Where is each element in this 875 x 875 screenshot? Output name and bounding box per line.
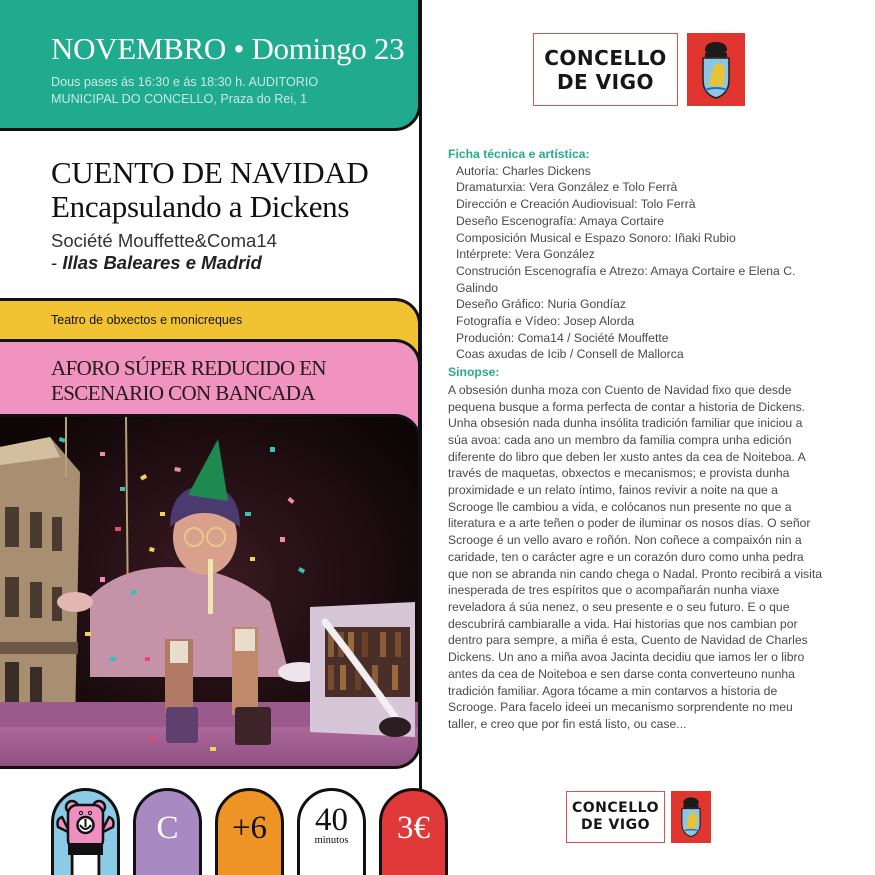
credit-item: Autoría: Charles Dickens <box>456 163 591 178</box>
credit-item: Produción: Coma14 / Société Mouffette <box>456 330 669 345</box>
credits-section <box>448 146 828 733</box>
badge-duration <box>297 788 366 875</box>
credit-item: Construción Escenografía e Atrezo: Amaya Cortaire e Elena C. Galindo <box>456 263 796 295</box>
company-origin <box>51 252 411 274</box>
synopsis-text: A obsesión dunha moza con Cuento de Navidad fixo que desde pequena busque a forma perfecta de contar a historia de Dickens. Unha obsesión nada dunha insólita tradición familiar que iniciou a súa avoa: cada ano un membro da familia compra unha edición diferente do libro que deben ler xusto antes da cea de Noiteboa. A través de maquetas, obxectos e mecanismos; e provista dunha proximidade e un relato íntimo, fainos revivir a noite na que a Scrooge lle cambiou a vida, e colócanos nun presente no que a literatura e a arte teñen o poder de iluminar os nosos días. O señor Scrooge é un vello avaro e roñón. Non coñece a compaixón nin a caridade, ten o carácter agre e un corazón duro como unha pedra que non se abranda nin cando chega o Nadal. Pronto recibirá a visita inesperada de tres espíritos que o acompañarán nunha viaxe reveladora á súa nenez, o seu presente e o seu futuro. E o que descubrirá cambiaralle a vida. Hai historias que nos cambian por dentro para sempre, a miña é esta, Cuento de Navidad de Charles Dickens. Un ano a miña avoa Jacinta decidiu que iamos ler o libro antes da cea de Noiteboa e sen darse conta converteuno nunha tradición familiar. Agora tócame a min contarvos a historia de Scrooge. Para facelo ideei un mecanismo sorprendente no meu taller, e creo que por fin está listo, ou case... <box>448 382 822 731</box>
show-title: CUENTO DE NAVIDAD <box>51 155 369 190</box>
badge-rating-value: C <box>156 810 179 846</box>
show-photo <box>0 414 421 769</box>
credit-item: Dramaturxia: Vera González e Tolo Ferrà <box>456 180 678 195</box>
credit-item: Intérprete: Vera González <box>456 247 595 262</box>
credit-item: Dirección e Creación Audiovisual: Tolo Ferrà <box>456 197 696 212</box>
credits-label: Ficha técnica e artística: <box>448 147 590 161</box>
show-subtitle: Encapsulando a Dickens <box>51 189 350 224</box>
logo-line1: CONCELLO <box>572 800 659 816</box>
synopsis-label: Sinopse: <box>448 365 500 380</box>
origin-region: Illas Baleares e Madrid <box>62 252 262 273</box>
badge-age <box>215 788 284 875</box>
badge-duration-value: 40 <box>315 802 348 838</box>
credit-item: Coas axudas de Icib / Consell de Mallorca <box>456 347 684 362</box>
capacity-notice: AFORO SÚPER REDUCIDO EN ESCENARIO CON BANCADA <box>51 356 326 405</box>
badge-duration-unit: minutos <box>314 835 349 846</box>
origin-prefix: - <box>51 252 63 273</box>
concello-de-vigo-logo-bottom <box>566 791 711 843</box>
badge-price-value: 3€ <box>397 810 430 846</box>
vigo-coat-of-arms-icon <box>687 33 745 106</box>
event-date: NOVEMBRO • Domingo 23 <box>51 31 405 66</box>
credit-item: Fotografía e Vídeo: Josep Alorda <box>456 314 635 329</box>
logo-wordmark <box>566 791 665 843</box>
logo-line2: DE VIGO <box>556 69 655 94</box>
logo-line1: CONCELLO <box>544 45 667 70</box>
stage-photo-illustration <box>0 417 421 769</box>
badge-rating <box>133 788 202 875</box>
logo-wordmark <box>533 33 678 106</box>
credit-item: Composición Musical e Espazo Sonoro: Iñaki Rubio <box>456 230 736 245</box>
logo-line2: DE VIGO <box>581 817 650 833</box>
show-title-block <box>51 156 411 274</box>
credits-list <box>448 163 828 363</box>
badge-age-value: +6 <box>231 810 268 846</box>
credit-item: Deseño Escenografía: Amaya Cortaire <box>456 213 664 228</box>
date-panel <box>0 0 421 131</box>
puppet-bear-icon <box>54 791 117 875</box>
vigo-coat-of-arms-icon <box>671 791 711 843</box>
genre-label: Teatro de obxectos e monicreques <box>51 313 243 327</box>
credit-item: Deseño Gráfico: Nuria Gondíaz <box>456 297 627 312</box>
badge-puppet <box>51 788 120 875</box>
company-name: Société Mouffette&Coma14 <box>51 230 277 251</box>
event-venue-times: Dous pases ás 16:30 e ás 18:30 h. AUDITORIO MUNICIPAL DO CONCELLO, Praza do Rei, 1 <box>51 75 319 106</box>
badge-price <box>379 788 448 875</box>
info-badges <box>51 788 448 875</box>
concello-de-vigo-logo-top <box>533 33 745 106</box>
